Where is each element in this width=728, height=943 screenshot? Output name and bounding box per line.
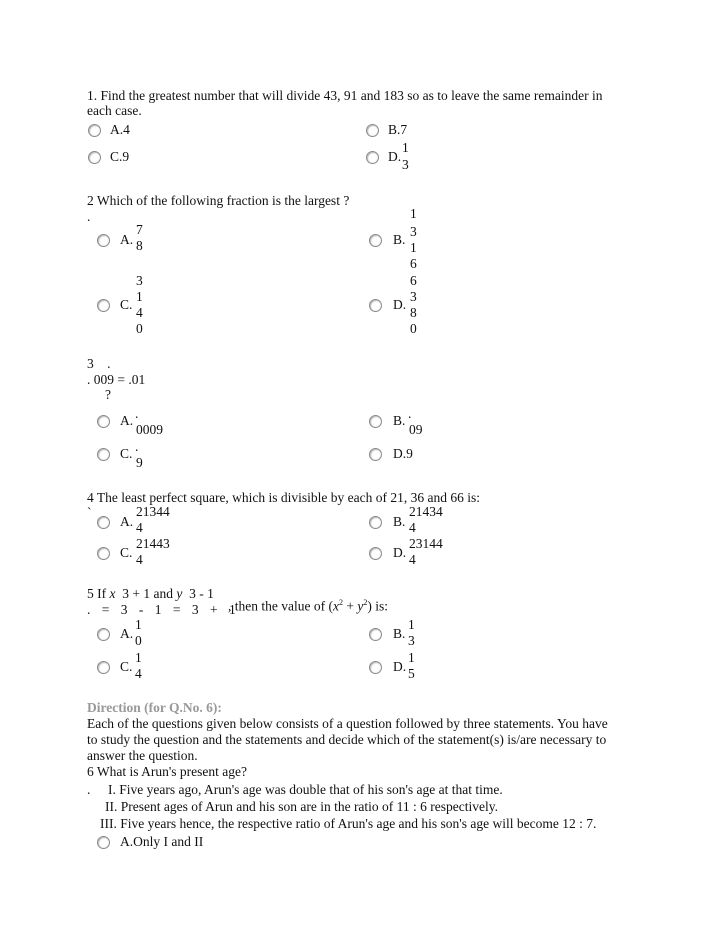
q1-radio-b[interactable] xyxy=(366,124,379,137)
q3-option-d: D.9 xyxy=(393,446,413,461)
q3-option-c-value: 9 xyxy=(136,455,143,470)
q3-option-c-dot: . xyxy=(135,439,139,454)
question-2-dot: . xyxy=(87,209,91,224)
q2-radio-a[interactable] xyxy=(97,234,110,247)
q2-option-c-digit: 3 xyxy=(136,273,143,288)
question-3-line2: . 009 = .01 xyxy=(87,372,146,387)
q1-option-a: A.4 xyxy=(110,122,130,137)
q2-radio-c[interactable] xyxy=(97,299,110,312)
q4-radio-b[interactable] xyxy=(369,516,382,529)
q2-option-c-digit: 4 xyxy=(136,305,143,320)
q6-statement-3: III. Five years hence, the respective ratio of Arun's age and his son's age will become 12 : 7. xyxy=(100,816,597,831)
q5-option-d-label: D. xyxy=(393,659,407,674)
q2-option-b-digit: 1 xyxy=(410,206,417,221)
q2-option-d-digit: 8 xyxy=(410,305,417,320)
q4-option-c-top: 21443 xyxy=(136,536,170,551)
direction-line: answer the question. xyxy=(87,748,198,763)
question-5-then: , then the value of $(x^2 + y^2)$ is: xyxy=(228,598,388,614)
question-5-line1: 5 If x 3 + 1 and y 3 - 1 xyxy=(87,586,214,601)
question-4-dot: ` xyxy=(87,505,92,520)
q4-radio-a[interactable] xyxy=(97,516,110,529)
question-5-line2: . = 3 - 1 = 3 + 1 xyxy=(87,602,236,617)
q3-radio-c[interactable] xyxy=(97,448,110,461)
q3-radio-b[interactable] xyxy=(369,415,382,428)
q5-option-d-den: 5 xyxy=(408,666,415,681)
q5-option-b-num: 1 xyxy=(408,617,415,632)
q2-option-a-label: A. xyxy=(120,232,134,247)
q1-option-d-num: 1 xyxy=(402,140,409,155)
q2-option-c-digit: 1 xyxy=(136,289,143,304)
q5-option-b-label: B. xyxy=(393,626,406,641)
q5-option-a-label: A. xyxy=(120,626,134,641)
q2-option-d-digit: 3 xyxy=(410,289,417,304)
q2-option-b-digit: 6 xyxy=(410,256,417,271)
q5-option-c-label: C. xyxy=(120,659,133,674)
q5-option-a-num: 1 xyxy=(135,617,142,632)
direction-heading: Direction (for Q.No. 6): xyxy=(87,700,222,715)
question-2-text: 2 Which of the following fraction is the largest ? xyxy=(87,193,350,208)
question-3-line1: 3 . xyxy=(87,356,111,371)
q5-option-c-den: 4 xyxy=(135,666,142,681)
q4-option-a-top: 21344 xyxy=(136,504,170,519)
q4-option-a-bottom: 4 xyxy=(136,520,143,535)
q2-option-b-digit: 1 xyxy=(410,240,417,255)
question-6-dot: . xyxy=(87,782,91,797)
q4-option-b-label: B. xyxy=(393,514,406,529)
q2-option-d-label: D. xyxy=(393,297,407,312)
q5-option-d-num: 1 xyxy=(408,650,415,665)
q4-radio-d[interactable] xyxy=(369,547,382,560)
question-6-text: 6 What is Arun's present age? xyxy=(87,764,248,779)
q2-option-a-num: 7 xyxy=(136,222,143,237)
q4-option-c-label: C. xyxy=(120,545,133,560)
q1-radio-c[interactable] xyxy=(88,151,101,164)
q5-radio-c[interactable] xyxy=(97,661,110,674)
q3-option-b-dot: . xyxy=(408,406,412,421)
q3-radio-a[interactable] xyxy=(97,415,110,428)
q4-option-a-label: A. xyxy=(120,514,134,529)
q6-radio-a[interactable] xyxy=(97,836,110,849)
q3-option-c-label: C. xyxy=(120,446,133,461)
q2-option-b-label: B. xyxy=(393,232,406,247)
q5-radio-b[interactable] xyxy=(369,628,382,641)
q2-radio-b[interactable] xyxy=(369,234,382,247)
q4-option-d-label: D. xyxy=(393,545,407,560)
q3-option-a-dot: . xyxy=(135,406,139,421)
q6-statement-2: II. Present ages of Arun and his son are in the ratio of 11 : 6 respectively. xyxy=(105,799,499,814)
q3-option-a-value: 0009 xyxy=(136,422,163,437)
q4-option-d-top: 23144 xyxy=(409,536,443,551)
q2-option-c-digit: 0 xyxy=(136,321,143,336)
q3-radio-d[interactable] xyxy=(369,448,382,461)
q4-option-b-bottom: 4 xyxy=(409,520,416,535)
q2-option-d-digit: 0 xyxy=(410,321,417,336)
q1-option-c: C.9 xyxy=(110,149,130,164)
q4-option-d-bottom: 4 xyxy=(409,552,416,567)
q4-option-c-bottom: 4 xyxy=(136,552,143,567)
q3-option-b-label: B. xyxy=(393,413,406,428)
direction-line: Each of the questions given below consists of a question followed by three statements. You have xyxy=(87,716,608,731)
q5-option-a-den: 0 xyxy=(135,633,142,648)
q2-option-b-digit: 3 xyxy=(410,224,417,239)
q2-option-a-den: 8 xyxy=(136,238,143,253)
q5-option-b-den: 3 xyxy=(408,633,415,648)
direction-line: to study the question and the statements and decide which of the statement(s) is/are necessary to xyxy=(87,732,607,747)
q2-radio-d[interactable] xyxy=(369,299,382,312)
question-3-line3: ? xyxy=(105,387,111,402)
question-1-text: 1. Find the greatest number that will divide 43, 91 and 183 so as to leave the same remainder in xyxy=(87,88,603,103)
q1-option-d-label: D. xyxy=(388,149,402,164)
q4-option-b-top: 21434 xyxy=(409,504,443,519)
question-1-text-cont: each case. xyxy=(87,103,142,118)
q1-option-d-den: 3 xyxy=(402,157,409,172)
q6-option-a: A.Only I and II xyxy=(120,834,204,849)
q5-radio-d[interactable] xyxy=(369,661,382,674)
q2-option-c-label: C. xyxy=(120,297,133,312)
q3-option-a-label: A. xyxy=(120,413,134,428)
q1-option-b: B.7 xyxy=(388,122,408,137)
q6-statement-1: I. Five years ago, Arun's age was double that of his son's age at that time. xyxy=(108,782,503,797)
question-4-text: 4 The least perfect square, which is divisible by each of 21, 36 and 66 is: xyxy=(87,490,481,505)
q4-radio-c[interactable] xyxy=(97,547,110,560)
q2-option-d-digit: 6 xyxy=(410,273,417,288)
q1-radio-a[interactable] xyxy=(88,124,101,137)
q3-option-b-value: 09 xyxy=(409,422,423,437)
q5-radio-a[interactable] xyxy=(97,628,110,641)
q1-radio-d[interactable] xyxy=(366,151,379,164)
q5-option-c-num: 1 xyxy=(135,650,142,665)
